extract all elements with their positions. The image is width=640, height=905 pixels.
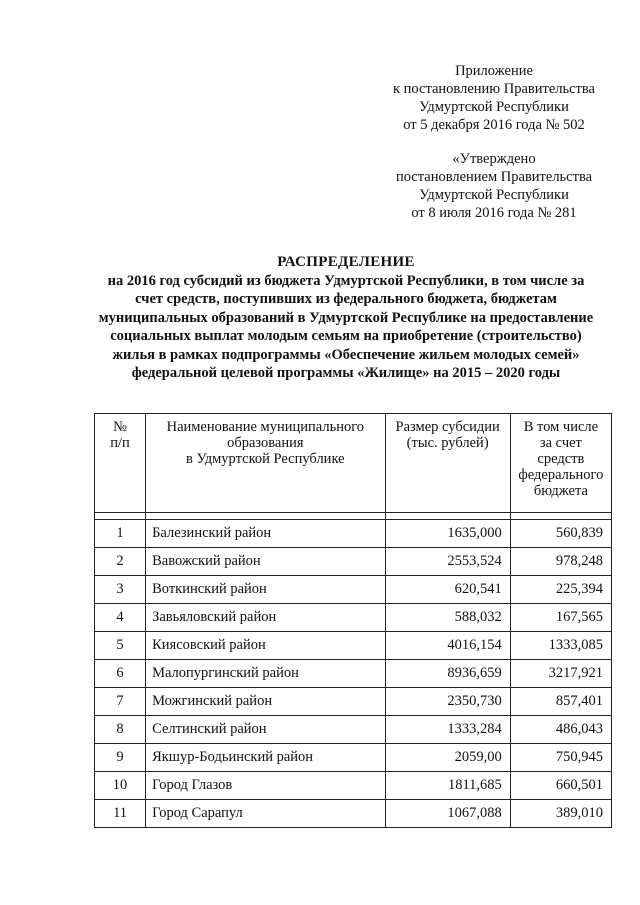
row-number: 4 — [95, 604, 146, 632]
row-municipality: Селтинский район — [146, 716, 385, 744]
header-number: № п/п — [95, 414, 146, 513]
approved-block — [360, 150, 628, 222]
table-row — [95, 744, 612, 772]
appendix-line: Приложение — [455, 63, 533, 79]
table-row — [95, 716, 612, 744]
row-federal: 486,043 — [510, 716, 611, 744]
row-municipality: Малопургинский район — [146, 660, 385, 688]
row-municipality: Якшур-Бодьинский район — [146, 744, 385, 772]
title-heading: РАСПРЕДЕЛЕНИЕ — [277, 254, 415, 270]
table-row — [95, 548, 612, 576]
row-subsidy: 4016,154 — [385, 632, 510, 660]
title-line: жилья в рамках подпрограммы «Обеспечение жильем молодых семей» — [112, 346, 580, 363]
appendix-line: от 5 декабря 2016 года № 502 — [403, 117, 585, 133]
row-municipality: Вавожский район — [146, 548, 385, 576]
row-number: 1 — [95, 520, 146, 548]
row-federal: 560,839 — [510, 520, 611, 548]
approved-line: от 8 июля 2016 года № 281 — [411, 205, 577, 221]
title-line: федеральной целевой программы «Жилище» на 2015 – 2020 годы — [131, 365, 561, 381]
row-municipality: Город Сарапул — [146, 800, 385, 828]
distribution-table — [94, 413, 612, 828]
row-federal: 3217,921 — [510, 660, 611, 688]
row-subsidy: 1811,685 — [385, 772, 510, 800]
appendix-line: к постановлению Правительства — [393, 81, 595, 97]
approved-line: Удмуртской Республики — [419, 187, 569, 203]
header-municipality: Наименование муниципального образования в Удмуртской Республике — [146, 414, 385, 513]
row-subsidy: 620,541 — [385, 576, 510, 604]
table-spacer-row — [95, 513, 612, 520]
row-number: 7 — [95, 688, 146, 716]
row-federal: 978,248 — [510, 548, 611, 576]
row-municipality: Балезинский район — [146, 520, 385, 548]
row-subsidy: 1067,088 — [385, 800, 510, 828]
table-row — [95, 576, 612, 604]
row-subsidy: 1333,284 — [385, 716, 510, 744]
document-title — [80, 253, 612, 383]
row-number: 6 — [95, 660, 146, 688]
header-subsidy: Размер субсидии (тыс. рублей) — [385, 414, 510, 513]
row-subsidy: 2553,524 — [385, 548, 510, 576]
row-subsidy: 588,032 — [385, 604, 510, 632]
row-subsidy: 1635,000 — [385, 520, 510, 548]
table-row — [95, 660, 612, 688]
approved-line: «Утверждено — [452, 151, 536, 167]
approved-line: постановлением Правительства — [395, 169, 593, 185]
row-number: 10 — [95, 772, 146, 800]
table-row — [95, 772, 612, 800]
title-line: счет средств, поступивших из федерального бюджета, бюджетам — [135, 291, 557, 307]
table-row — [95, 688, 612, 716]
row-number: 8 — [95, 716, 146, 744]
row-municipality: Завьяловский район — [146, 604, 385, 632]
row-municipality: Город Глазов — [146, 772, 385, 800]
row-municipality: Воткинский район — [146, 576, 385, 604]
row-federal: 750,945 — [510, 744, 611, 772]
row-federal: 1333,085 — [510, 632, 611, 660]
row-number: 5 — [95, 632, 146, 660]
row-municipality: Киясовский район — [146, 632, 385, 660]
row-subsidy: 8936,659 — [385, 660, 510, 688]
appendix-line: Удмуртской Республики — [419, 99, 569, 115]
row-number: 11 — [95, 800, 146, 828]
row-subsidy: 2350,730 — [385, 688, 510, 716]
row-municipality: Можгинский район — [146, 688, 385, 716]
row-federal: 857,401 — [510, 688, 611, 716]
title-line: муниципальных образований в Удмуртской Республике на предоставление — [98, 309, 594, 326]
table-row — [95, 800, 612, 828]
row-number: 3 — [95, 576, 146, 604]
appendix-block — [360, 62, 628, 134]
header-federal: В том числе за счет средств федерального бюджета — [510, 414, 611, 513]
row-federal: 167,565 — [510, 604, 611, 632]
row-federal: 389,010 — [510, 800, 611, 828]
title-line: социальных выплат молодым семьям на приобретение (строительство) — [110, 328, 582, 344]
table-row — [95, 520, 612, 548]
row-number: 2 — [95, 548, 146, 576]
table-row — [95, 604, 612, 632]
row-federal: 660,501 — [510, 772, 611, 800]
table-row — [95, 632, 612, 660]
row-number: 9 — [95, 744, 146, 772]
row-subsidy: 2059,00 — [385, 744, 510, 772]
title-line: на 2016 год субсидий из бюджета Удмуртской Республики, в том числе за — [107, 272, 585, 289]
row-federal: 225,394 — [510, 576, 611, 604]
table-header-row — [95, 414, 612, 513]
